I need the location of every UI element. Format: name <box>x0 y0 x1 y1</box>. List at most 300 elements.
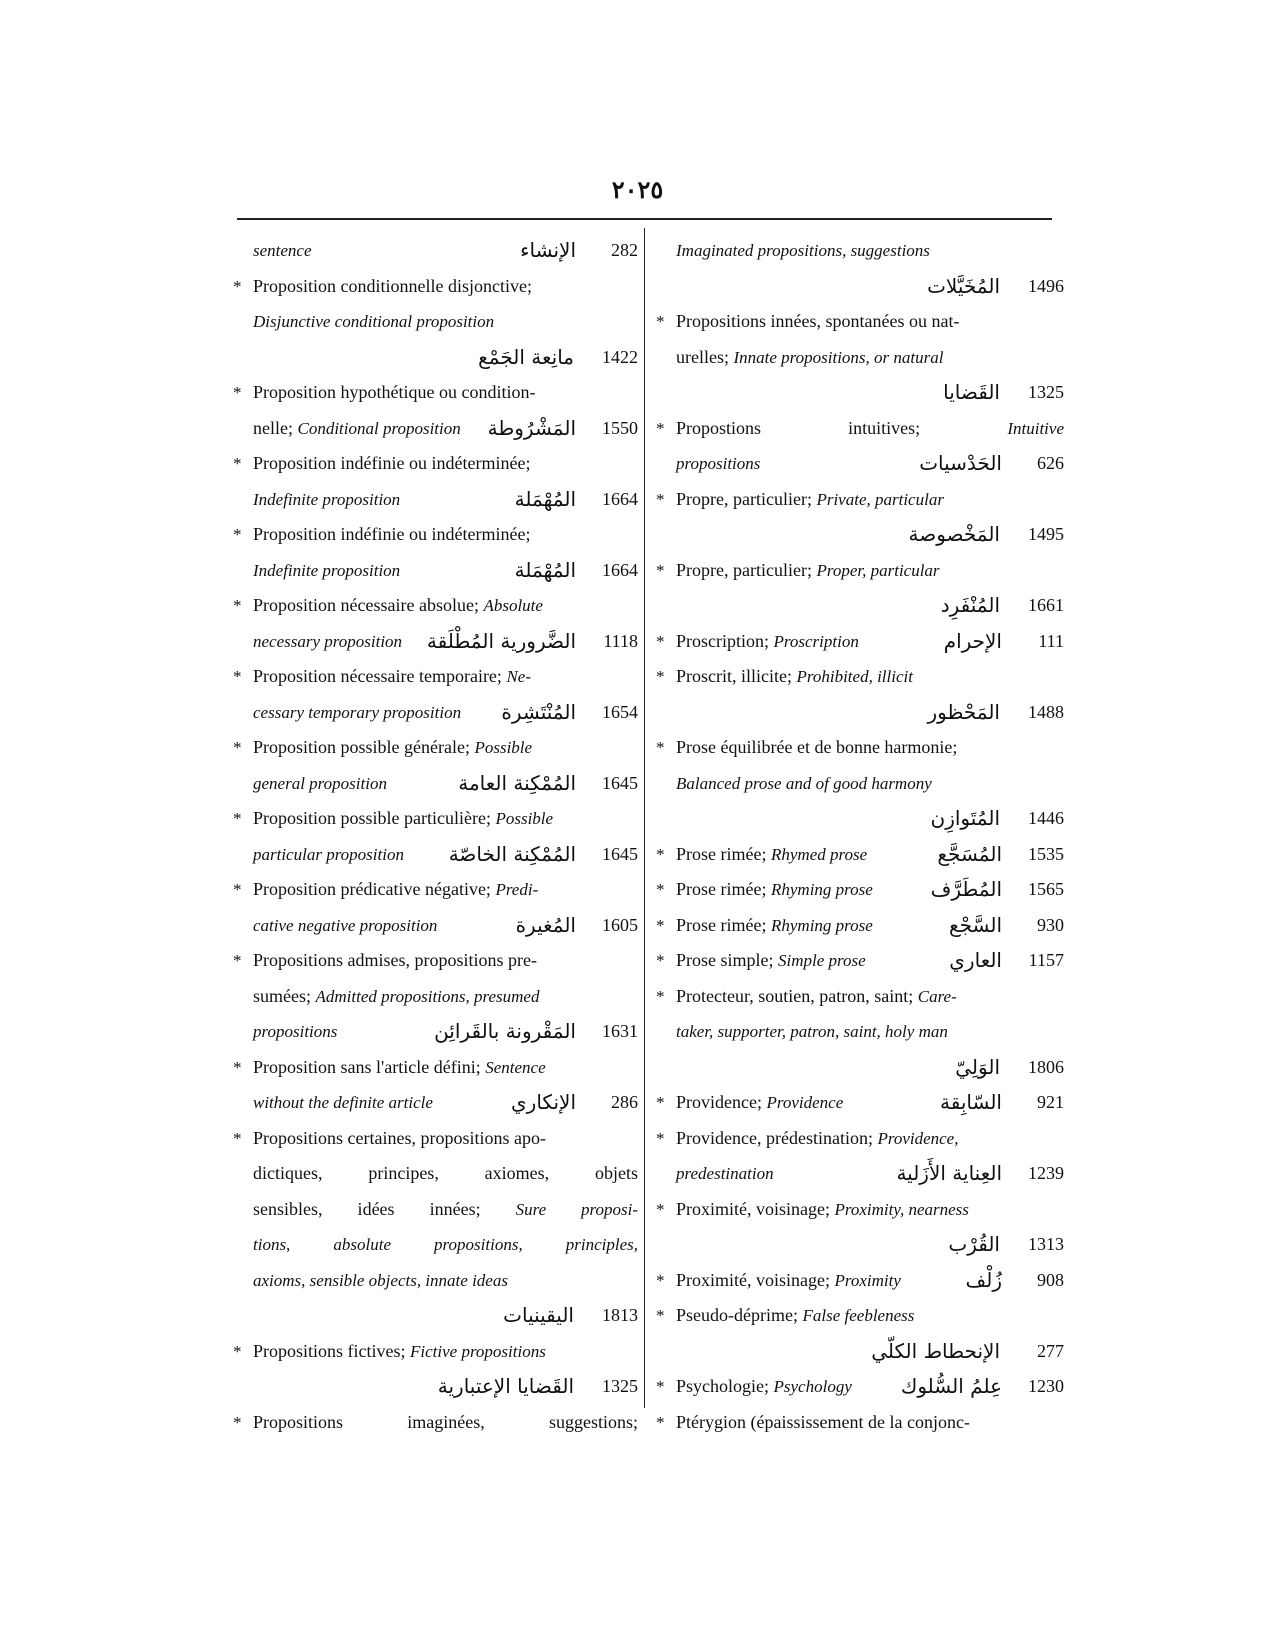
entry-marker: * <box>656 667 665 686</box>
entry-line <box>233 588 638 624</box>
entry-text <box>676 872 931 908</box>
entry-line <box>656 1156 1064 1192</box>
arabic-entry <box>931 872 1064 908</box>
entry-text <box>253 1050 638 1086</box>
arabic-term: الإنشاء <box>520 238 576 262</box>
entry-number: 1806 <box>1028 1056 1064 1077</box>
english-text: Indefinite proposition <box>253 489 401 509</box>
arabic-term: الإنكاري <box>511 1090 576 1114</box>
entry-line <box>233 411 638 447</box>
entry-line <box>656 695 1064 731</box>
entry-number: 1565 <box>1028 879 1064 899</box>
column-divider <box>644 228 645 1408</box>
entry-line <box>656 1369 1064 1405</box>
entry-line <box>656 340 1064 376</box>
french-text: Ptérygion (épaississement de la conjonc- <box>676 1411 970 1432</box>
entry-text <box>253 801 638 837</box>
french-text: Propositions innées, spontanées ou nat- <box>676 311 960 331</box>
left-column <box>233 233 638 1440</box>
english-text: Admitted propositions, presumed <box>315 986 540 1006</box>
entry-number: 1645 <box>602 772 638 793</box>
entry-line <box>233 730 638 766</box>
entry-line <box>233 482 638 518</box>
entry-line <box>233 837 638 873</box>
english-text: cative negative proposition <box>253 915 438 935</box>
french-text: Proposition indéfinie ou indéterminée; <box>253 453 531 473</box>
english-text: without the definite article <box>253 1093 433 1112</box>
entry-text <box>253 1227 638 1263</box>
arabic-term: المُهْمَلة <box>514 557 576 582</box>
entry-text <box>253 304 638 340</box>
entry-text <box>676 1156 896 1192</box>
entry-line <box>233 1369 638 1405</box>
entry-marker: * <box>656 1128 665 1148</box>
entry-text <box>253 517 638 553</box>
french-text: urelles; <box>676 346 734 367</box>
entry-marker: * <box>233 951 242 970</box>
entry-marker: * <box>656 1199 665 1219</box>
entry-text <box>676 233 1064 269</box>
arabic-term: المَخْصوصة <box>908 522 1000 546</box>
entry-text <box>253 375 638 411</box>
french-text: Proposition possible générale; <box>253 737 475 757</box>
arabic-term: السّابِقة <box>940 1090 1002 1114</box>
entry-text <box>676 304 1064 340</box>
arabic-entry <box>944 624 1064 660</box>
entry-line <box>656 1405 1064 1441</box>
entry-line <box>233 304 638 340</box>
english-text: Conditional proposition <box>297 418 461 438</box>
french-text: Proposition possible particulière; <box>253 808 496 828</box>
arabic-entry <box>458 766 638 802</box>
arabic-term: المَحْظور <box>927 699 1000 724</box>
entry-line <box>656 1121 1064 1157</box>
entry-marker: * <box>233 525 242 544</box>
arabic-term: المُنْفَرِد <box>940 593 1000 617</box>
french-text: Providence, prédestination; <box>676 1127 878 1148</box>
arabic-term: القَضايا الإعتبارية <box>437 1374 574 1398</box>
french-text: Proposition nécessaire absolue; <box>253 595 484 615</box>
entry-line <box>233 1334 638 1370</box>
entry-text <box>253 233 520 269</box>
arabic-entry <box>427 624 638 660</box>
arabic-entry <box>940 1085 1064 1121</box>
entry-number: 921 <box>1037 1092 1064 1112</box>
entry-line <box>233 908 638 944</box>
arabic-term: المُسَجَّع <box>937 841 1002 866</box>
english-text: necessary proposition <box>253 631 403 651</box>
arabic-term: الإحرام <box>943 628 1002 653</box>
french-text: Proscrit, illicite; <box>676 666 797 686</box>
entry-number: 1488 <box>1028 701 1064 722</box>
french-text: Propre, particulier; <box>676 559 817 580</box>
entry-marker: * <box>656 1093 665 1112</box>
english-text: Imaginated propositions, suggestions <box>676 241 930 260</box>
entry-number: 1157 <box>1028 950 1064 970</box>
arabic-term: السَّجْع <box>948 912 1002 937</box>
entry-marker: * <box>656 631 665 651</box>
entry-line <box>656 482 1064 518</box>
entry-number: 1813 <box>602 1305 638 1325</box>
page-number: ٢٠٢٥ <box>611 178 664 204</box>
english-text: Private, particular <box>816 489 944 509</box>
entry-text <box>253 1405 638 1441</box>
french-text: Prose rimée; <box>676 843 771 864</box>
arabic-term: المُخَيَّلات <box>927 273 1000 298</box>
english-text: particular proposition <box>253 844 404 864</box>
entry-text <box>676 1085 940 1121</box>
entry-line <box>656 908 1064 944</box>
entry-text <box>676 1263 966 1299</box>
entry-text <box>676 837 937 873</box>
french-text: Proposition hypothétique ou condition- <box>253 382 536 402</box>
entry-text <box>676 943 949 979</box>
entry-line <box>656 659 1064 695</box>
french-text: Prose simple; <box>676 950 778 970</box>
entry-text <box>676 1405 1064 1441</box>
arabic-term: الضَّرورية المُطْلَقة <box>426 628 576 653</box>
entry-marker: * <box>656 880 665 899</box>
arabic-entry <box>488 411 638 447</box>
entry-marker: * <box>233 1057 242 1077</box>
entry-text <box>253 1192 638 1228</box>
entry-text <box>253 588 638 624</box>
arabic-term: اليقينيات <box>503 1303 574 1327</box>
entry-line <box>656 730 1064 766</box>
french-text: sensibles, idées innées; <box>253 1198 516 1219</box>
entry-text <box>253 837 449 873</box>
arabic-term: زُلْف <box>965 1267 1002 1292</box>
entry-marker: * <box>233 1341 242 1361</box>
arabic-term: المُنْتَشِرة <box>501 699 576 724</box>
english-text: Proximity <box>834 1270 901 1290</box>
entry-text <box>676 482 1064 518</box>
entry-text <box>676 1014 1064 1050</box>
english-text: Rhyming prose <box>770 915 873 935</box>
entry-line <box>233 766 638 802</box>
arabic-term: المُطَرَّف <box>930 877 1002 901</box>
arabic-term: المَقْرونة بالقَرائِن <box>434 1019 576 1043</box>
entry-text <box>676 411 1064 447</box>
english-text: Indefinite proposition <box>253 560 401 580</box>
arabic-entry <box>515 482 638 518</box>
entry-marker: * <box>656 1306 665 1325</box>
entry-text <box>253 1121 638 1157</box>
entry-marker: * <box>656 1270 665 1290</box>
entry-marker: * <box>656 312 665 331</box>
entry-number: 1535 <box>1028 843 1064 864</box>
entry-marker: * <box>656 738 665 757</box>
entry-number: 1325 <box>602 1376 638 1396</box>
entry-text <box>253 1263 638 1299</box>
english-text: Rhymed prose <box>770 844 868 864</box>
entry-marker: * <box>233 454 242 473</box>
english-text: propositions <box>253 1022 338 1041</box>
arabic-term: القَضايا <box>943 380 1000 404</box>
entry-text <box>676 1121 1064 1157</box>
entry-line <box>233 1192 638 1228</box>
entry-text <box>676 766 1064 802</box>
entry-line <box>656 1263 1064 1299</box>
french-text: Proposition conditionnelle disjonctive; <box>253 275 532 296</box>
arabic-entry <box>516 908 638 944</box>
entry-line <box>233 1050 638 1086</box>
english-text: taker, supporter, patron, saint, holy man <box>676 1022 948 1041</box>
french-text: Propositions fictives; <box>253 1340 410 1361</box>
entry-line <box>233 659 638 695</box>
entry-text <box>253 1085 511 1121</box>
entry-number: 626 <box>1037 453 1064 473</box>
english-text: False feebleness <box>802 1306 915 1325</box>
entry-text <box>253 908 516 944</box>
french-text: Proposition sans l'article défini; <box>253 1056 486 1077</box>
entry-text <box>253 624 427 660</box>
entry-line <box>233 1405 638 1441</box>
french-text: Propre, particulier; <box>676 488 817 509</box>
french-text: Prose rimée; <box>676 879 771 899</box>
entry-text <box>676 1192 1064 1228</box>
header-rule <box>237 218 1052 220</box>
arabic-term: القُرْب <box>948 1232 1000 1256</box>
english-text: Absolute <box>483 596 543 615</box>
entry-text <box>253 482 515 518</box>
arabic-entry <box>937 837 1064 873</box>
entry-marker: * <box>656 489 665 509</box>
entry-marker: * <box>233 276 242 296</box>
arabic-entry <box>515 553 638 589</box>
entry-line <box>656 269 1064 305</box>
arabic-term: المَشْرُوطة <box>487 415 576 440</box>
entry-number: 1313 <box>1028 1234 1064 1254</box>
english-text: propositions <box>676 454 761 473</box>
entry-line <box>233 1298 638 1334</box>
entry-number: 1664 <box>602 488 638 509</box>
arabic-entry <box>966 1263 1064 1299</box>
entry-line <box>656 837 1064 873</box>
french-text: Prose rimée; <box>676 914 771 935</box>
entry-number: 1645 <box>602 843 638 864</box>
entry-text <box>253 1014 434 1050</box>
french-text: Propostions intuitives; <box>676 417 1008 438</box>
entry-text <box>253 766 458 802</box>
arabic-entry <box>501 695 638 731</box>
french-text: Proposition prédicative négative; <box>253 879 496 899</box>
english-text: Proscription <box>773 631 859 651</box>
entry-marker: * <box>233 880 242 899</box>
entry-marker: * <box>233 383 242 402</box>
entry-marker: * <box>656 1377 665 1396</box>
entry-line <box>233 1014 638 1050</box>
english-text: Proper, particular <box>816 560 940 580</box>
arabic-entry <box>901 1369 1064 1405</box>
arabic-term: المُمْكِنة الخاصّة <box>448 841 576 866</box>
english-text: tions, absolute propositions, principles, <box>253 1235 638 1254</box>
english-text: Possible <box>474 738 533 757</box>
entry-number: 1239 <box>1028 1163 1064 1183</box>
entry-text <box>676 553 1064 589</box>
entry-text <box>676 730 1064 766</box>
arabic-term: مانِعة الجَمْع <box>478 344 574 369</box>
entry-line <box>656 1192 1064 1228</box>
entry-line <box>656 1085 1064 1121</box>
english-text: predestination <box>676 1164 774 1183</box>
french-text: Propositions admises, propositions pre- <box>253 950 537 970</box>
arabic-entry <box>949 943 1064 979</box>
entry-line <box>656 446 1064 482</box>
arabic-entry <box>434 1014 638 1050</box>
entry-marker: * <box>656 560 665 580</box>
english-text: general proposition <box>253 773 387 793</box>
french-text: Providence; <box>676 1092 767 1112</box>
entry-line <box>233 233 638 269</box>
arabic-entry <box>520 233 638 269</box>
entry-line <box>656 943 1064 979</box>
entry-number: 1325 <box>1028 382 1064 402</box>
arabic-term: عِلمُ السُّلوك <box>900 1374 1002 1398</box>
entry-number: 1605 <box>602 914 638 935</box>
entry-text <box>676 446 919 482</box>
entry-line <box>656 1014 1064 1050</box>
entry-marker: * <box>233 1412 242 1432</box>
entry-marker: * <box>656 1412 665 1432</box>
entry-number: 282 <box>611 240 638 260</box>
entry-text <box>253 943 638 979</box>
entry-line <box>656 1334 1064 1370</box>
entry-text <box>676 340 1064 376</box>
english-text: Innate propositions, or natural <box>733 347 944 367</box>
entry-line <box>233 1121 638 1157</box>
english-text: axioms, sensible objects, innate ideas <box>253 1270 508 1290</box>
entry-number: 1422 <box>602 346 638 367</box>
entry-text <box>253 979 638 1015</box>
entry-line <box>656 872 1064 908</box>
entry-line <box>656 624 1064 660</box>
entry-number: 1631 <box>602 1021 638 1041</box>
arabic-term: المُغيرة <box>515 912 576 937</box>
entry-number: 1496 <box>1028 275 1064 296</box>
entry-marker: * <box>233 738 242 757</box>
entry-marker: * <box>656 986 665 1006</box>
entry-number: 286 <box>611 1092 638 1112</box>
entry-line <box>233 872 638 908</box>
entry-line <box>233 624 638 660</box>
entry-line <box>233 1156 638 1192</box>
entry-marker: * <box>233 809 242 828</box>
french-text: Propositions certaines, propositions apo- <box>253 1127 546 1148</box>
entry-line <box>233 943 638 979</box>
french-text: Proximité, voisinage; <box>676 1198 835 1219</box>
arabic-term: العِناية الأَزَلية <box>896 1161 1002 1185</box>
french-text: nelle; <box>253 417 298 438</box>
entry-line <box>656 588 1064 624</box>
entry-line <box>233 979 638 1015</box>
entry-line <box>656 766 1064 802</box>
entry-text <box>253 411 488 447</box>
arabic-entry <box>449 837 638 873</box>
arabic-term: الإنحطاط الكلّي <box>871 1338 1000 1363</box>
entry-number: 908 <box>1037 1269 1064 1290</box>
english-text: Care- <box>917 986 957 1006</box>
entry-number: 111 <box>1038 630 1064 651</box>
entry-line <box>233 801 638 837</box>
entry-number: 1654 <box>602 701 638 722</box>
right-column <box>656 233 1064 1440</box>
entry-marker: * <box>233 667 242 686</box>
entry-number: 1230 <box>1028 1376 1064 1396</box>
entry-line <box>233 1227 638 1263</box>
entry-marker: * <box>656 418 665 438</box>
entry-line <box>656 1050 1064 1086</box>
arabic-term: المُهْمَلة <box>514 486 576 511</box>
entry-marker: * <box>656 915 665 935</box>
entry-marker: * <box>656 844 665 864</box>
entry-line <box>656 1298 1064 1334</box>
arabic-entry <box>511 1085 638 1121</box>
english-text: cessary temporary proposition <box>253 702 462 722</box>
entry-line <box>233 375 638 411</box>
entry-marker: * <box>656 951 665 970</box>
french-text: dictiques, principes, axiomes, objets <box>253 1163 638 1183</box>
entry-number: 1664 <box>602 559 638 580</box>
english-text: Psychology <box>773 1377 852 1396</box>
english-text: sentence <box>253 241 312 260</box>
english-text: Providence <box>766 1093 844 1112</box>
entry-text <box>253 659 638 695</box>
entry-line <box>656 411 1064 447</box>
french-text: Proposition indéfinie ou indéterminée; <box>253 524 531 544</box>
entry-marker: * <box>233 1128 242 1148</box>
entry-text <box>253 872 638 908</box>
arabic-term: المُتَوازِن <box>930 806 1000 830</box>
french-text: Propositions imaginées, suggestions; <box>253 1411 638 1432</box>
entry-number: 1446 <box>1028 808 1064 828</box>
entry-line <box>656 1227 1064 1263</box>
english-text: Proximity, nearness <box>834 1199 969 1219</box>
english-text: Simple prose <box>778 951 866 970</box>
english-text: Ne- <box>506 667 531 686</box>
french-text: Pseudo-déprime; <box>676 1305 803 1325</box>
entry-line <box>233 1085 638 1121</box>
entry-line <box>656 801 1064 837</box>
entry-text <box>253 1156 638 1192</box>
entry-number: 1495 <box>1028 524 1064 544</box>
english-text: Rhyming prose <box>770 880 873 899</box>
entry-text <box>676 624 944 660</box>
arabic-term: الحَدْسيات <box>919 451 1002 475</box>
entry-marker: * <box>233 596 242 615</box>
entry-text <box>676 908 949 944</box>
english-text: Disjunctive conditional proposition <box>253 312 495 331</box>
entry-line <box>233 340 638 376</box>
entry-line <box>656 375 1064 411</box>
entry-line <box>656 233 1064 269</box>
english-text: Prohibited, illicit <box>796 667 913 686</box>
arabic-term: العاري <box>949 948 1002 972</box>
entry-number: 1661 <box>1028 595 1064 615</box>
french-text: Proximité, voisinage; <box>676 1269 835 1290</box>
french-text: Protecteur, soutien, patron, saint; <box>676 985 918 1006</box>
english-text: Possible <box>495 809 554 828</box>
arabic-entry <box>919 446 1064 482</box>
entry-line <box>233 269 638 305</box>
english-text: Sentence <box>485 1057 546 1077</box>
entry-text <box>676 659 1064 695</box>
entry-text <box>253 1334 638 1370</box>
entry-text <box>253 695 501 731</box>
entry-number: 1118 <box>603 630 638 651</box>
arabic-term: المُمْكِنة العامة <box>458 770 576 795</box>
entry-text <box>676 979 1064 1015</box>
